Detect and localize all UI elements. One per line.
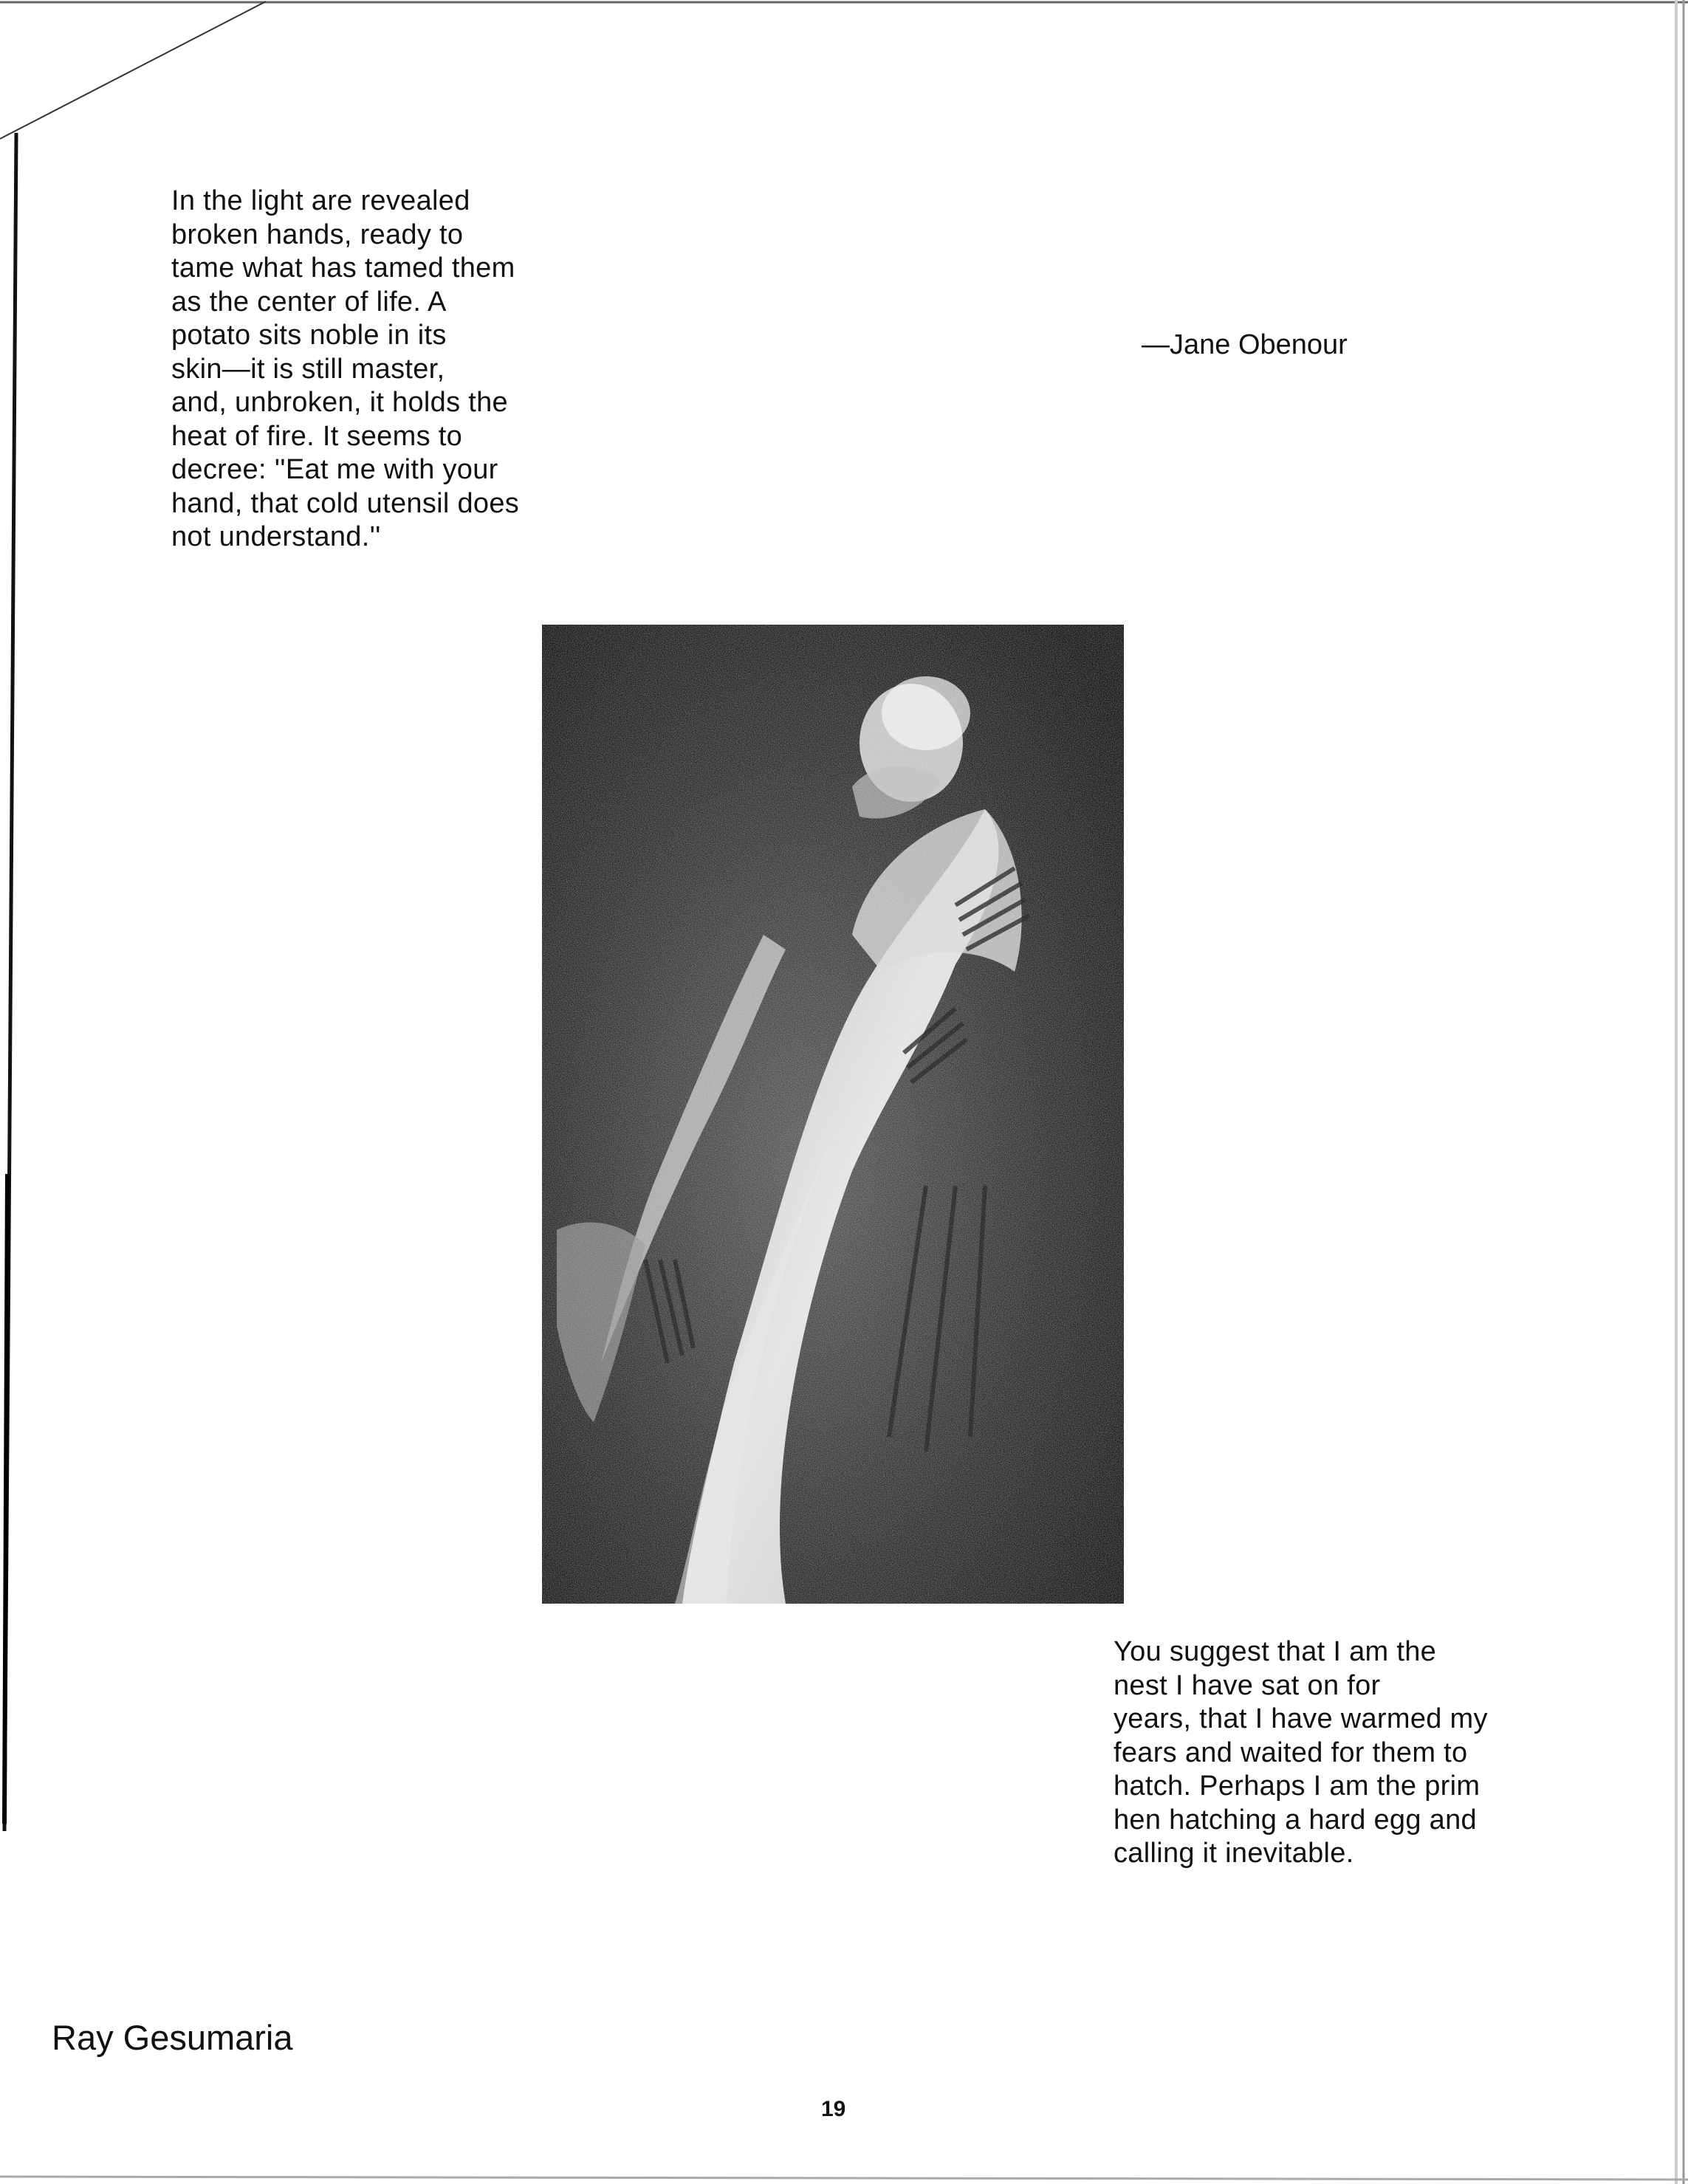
poem-ray-gesumaria xyxy=(1114,1635,1488,1871)
poem-line: You suggest that I am the xyxy=(1114,1636,1437,1667)
poem-line: and, unbroken, it holds the xyxy=(171,387,508,418)
poem-jane-obenour xyxy=(171,185,519,554)
poem-line: broken hands, ready to xyxy=(171,219,464,250)
poem-line: tame what has tamed them xyxy=(171,253,515,284)
page-number: 19 xyxy=(821,2097,846,2121)
poem-line: skin—it is still master, xyxy=(171,353,445,385)
poem-line: fears and waited for them to xyxy=(1114,1737,1468,1768)
poem-line: potato sits noble in its xyxy=(171,320,447,351)
poem-line: years, that I have warmed my xyxy=(1114,1703,1488,1734)
artist-credit: Ray Gesumaria xyxy=(52,2018,293,2057)
poem-line: decree: ''Eat me with your xyxy=(171,454,498,485)
poem-line: heat of fire. It seems to xyxy=(171,420,463,452)
poem-attribution: —Jane Obenour xyxy=(1142,329,1348,360)
charcoal-figure-drawing-icon xyxy=(542,625,1124,1604)
poem-line: hen hatching a hard egg and xyxy=(1114,1804,1477,1836)
poem-line: not understand.'' xyxy=(171,521,381,552)
poem-line: hand, that cold utensil does xyxy=(171,487,520,519)
poem-line: calling it inevitable. xyxy=(1114,1838,1354,1869)
poem-line: hatch. Perhaps I am the prim xyxy=(1114,1771,1481,1802)
poem-line: In the light are revealed xyxy=(171,185,470,216)
poem-line: as the center of life. A xyxy=(171,286,447,317)
poem-line: nest I have sat on for xyxy=(1114,1669,1381,1701)
